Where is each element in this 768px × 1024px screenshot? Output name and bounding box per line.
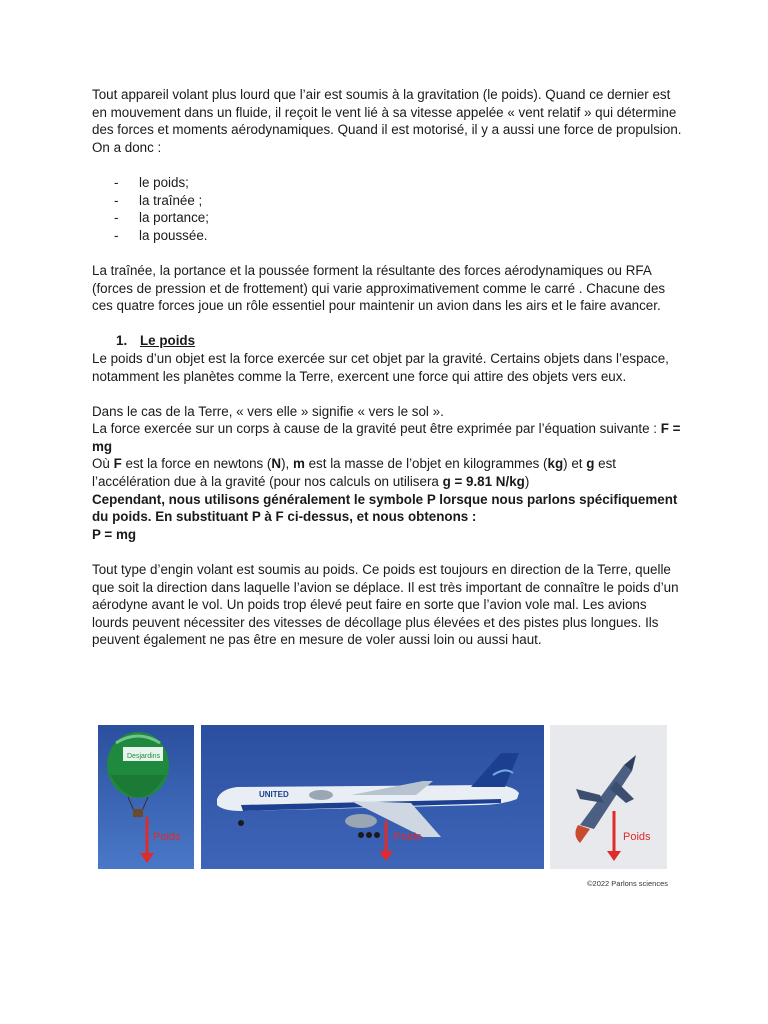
var-f: F: [113, 456, 122, 472]
fighter-jet-photo: [550, 725, 667, 869]
text: est la force en newtons (: [121, 456, 272, 472]
variables-paragraph: [92, 455, 682, 490]
text: ): [524, 474, 530, 490]
equation-intro-text: La force exercée sur un corps à cause de la gravité peut être exprimée par l’équation suivante :: [92, 421, 661, 437]
weight-illustration: [98, 725, 668, 887]
balloon-photo: [98, 725, 194, 869]
image-credit: ©2022 Parlons sciences: [587, 879, 668, 888]
equation-force: F = mg: [92, 421, 681, 454]
arrow-label: Poids: [623, 831, 651, 843]
bold-note: [92, 491, 682, 526]
weight-explanation-paragraph: Tout type d’engin volant est soumis au poids. Ce poids est toujours en direction de la Terre, quelle que soit la direction dans laquelle l’avion se déplace. Il est très important de connaître le poids d’un aérodyne avant le vol. Un poids trop élevé peut faire en sorte que l’avion vole mal. Les avions lourds peuvent nécessiter des vitesses de décollage plus élevées et des pistes plus longues. Ils peuvent également ne pas être en mesure de voler aussi loin ou aussi haut.: [92, 562, 679, 648]
text: est l’accélération due à la gravité (pour nos calculs on utilisera: [92, 456, 617, 490]
text: Où: [92, 456, 114, 472]
section-number: 1.: [116, 333, 128, 349]
equation-weight-text: P = mg: [92, 526, 137, 542]
list-item: - le poids;: [92, 174, 682, 192]
section-title: Le poids: [140, 333, 196, 349]
airliner-livery-text: UNITED: [259, 790, 289, 799]
unit-kg: kg: [547, 456, 564, 472]
text: est la masse de l’objet en kilogrammes (: [304, 456, 548, 472]
intro-paragraph: Tout appareil volant plus lourd que l’air est soumis à la gravitation (le poids). Quand ce dernier est en mouvement dans un fluide, il reçoit le vent lié à sa vitesse appelée « vent relatif » qui détermine des forces et moments aérodynamiques. Quand il est motorisé, il y a aussi une force de propulsion. On a donc :: [92, 87, 682, 155]
var-g: g: [586, 456, 595, 472]
airliner-photo: [201, 725, 544, 869]
arrow-label: Poids: [153, 831, 181, 843]
text: ) et: [563, 456, 587, 472]
arrow-label: Poids: [394, 831, 422, 843]
equation-weight: [92, 526, 682, 544]
list-item: - la poussée.: [92, 227, 682, 245]
rfa-paragraph: La traînée, la portance et la poussée forment la résultante des forces aérodynamiques ou RFA (forces de pression et de frottement) qui varie approximativement comme le carré . Chacune des ces quatre forces joue un rôle essentiel pour maintenir un avion dans les airs et le faire avancer.: [92, 262, 666, 314]
document-body: [92, 86, 682, 649]
list-item: - la traînée ;: [92, 192, 682, 210]
gravity-value: g = 9.81 N/kg: [442, 474, 525, 490]
unit-n: N: [271, 456, 282, 472]
section-heading: [92, 332, 682, 350]
forces-list: [92, 174, 682, 244]
balloon-brand-text: Desjardins: [127, 753, 161, 760]
bold-note-text: Cependant, nous utilisons généralement le symbole P lorsque nous parlons spécifiquement du poids. En substituant P à F ci-dessus, et nous obtenons :: [92, 491, 678, 525]
weight-definition-paragraph: Le poids d’un objet est la force exercée sur cet objet par la gravité. Certains objets dans l’espace, notamment les planètes comme la Terre, exercent une force qui attire des objets vers eux.: [92, 350, 669, 384]
list-item: - la portance;: [92, 209, 682, 227]
var-m: m: [292, 456, 305, 472]
text: ),: [281, 456, 293, 472]
earth-direction-line: Dans le cas de la Terre, « vers elle » signifie « vers le sol ».: [92, 403, 444, 419]
equation-intro: [92, 420, 682, 455]
